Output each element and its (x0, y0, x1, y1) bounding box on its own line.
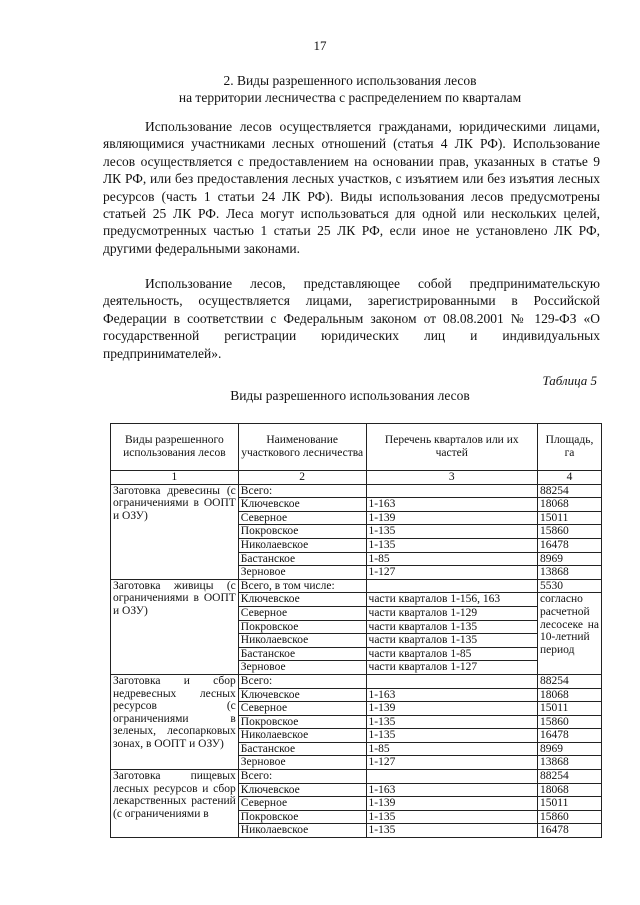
forestry-cell: Ключевское (238, 593, 366, 607)
forestry-cell: Ключевское (238, 498, 366, 512)
quarters-cell: части кварталов 1-127 (366, 661, 537, 675)
area-cell: 18068 (538, 688, 602, 702)
quarters-cell (366, 674, 537, 688)
header-use-type: Виды разрешенного использования лесов (111, 424, 239, 471)
table-row (111, 484, 602, 498)
section-title-line-1: 2. Виды разрешенного использования лесов (223, 73, 477, 88)
section-title-line-2: на территории лесничества с распределением по кварталам (178, 90, 522, 105)
area-cell: 16478 (538, 538, 602, 552)
area-cell: 15860 (538, 525, 602, 539)
col-number-1: 1 (111, 471, 239, 485)
table-row (111, 770, 602, 784)
forestry-cell: Ключевское (238, 783, 366, 797)
paragraph-1-text: Использование лесов осуществляется гражданами, юридическими лицами, являющимися участниками лесных отношений (статья 4 ЛК РФ). Использование лесов осуществляется с предоставлением на основании прав, указанных в статье 9 ЛК РФ, или без предоставления лесных участков, с изъятием или без изъятия лесных ресурсов (часть 1 статьи 24 ЛК РФ). Виды использования лесов предусмотрены статьей 25 ЛК РФ. Леса могут использоваться для одной или нескольких целей, предусмотренных частью 1 статьи 25 ЛК РФ, если иное не установлено ЛК РФ, другими федеральными законами. (103, 119, 600, 256)
area-cell: 88254 (538, 770, 602, 784)
forestry-cell: Николаевское (238, 634, 366, 648)
area-cell: 88254 (538, 484, 602, 498)
forestry-cell: Николаевское (238, 729, 366, 743)
paragraph-2-text: Использование лесов, представляющее собой предпринимательскую деятельность, осуществляется лицами, зарегистрированными в Российской Федерации в соответствии с Федеральным законом от 08.08.2001 № 129-ФЗ «О государственной регистрации юридических лиц и индивидуальных предпринимателей». (103, 276, 600, 361)
table-label: Таблица 5 (542, 373, 597, 388)
quarters-cell: 1-163 (366, 498, 537, 512)
area-cell: 13868 (538, 756, 602, 770)
table-caption: Виды разрешенного использования лесов (230, 388, 470, 403)
quarters-cell: части кварталов 1-156, 163 (366, 593, 537, 607)
forestry-cell: Покровское (238, 810, 366, 824)
forestry-cell: Покровское (238, 525, 366, 539)
quarters-cell: части кварталов 1-135 (366, 634, 537, 648)
paragraph-1 (103, 118, 600, 257)
quarters-cell: 1-135 (366, 824, 537, 838)
forestry-cell: Николаевское (238, 824, 366, 838)
col-number-3: 3 (366, 471, 537, 485)
use-type-cell: Заготовка древесины (с ограничениями в ООПТ и ОЗУ) (111, 484, 239, 579)
quarters-cell (366, 484, 537, 498)
col-number-4: 4 (538, 471, 602, 485)
forestry-cell: Николаевское (238, 538, 366, 552)
header-quarters: Перечень кварталов или их частей (366, 424, 537, 471)
forestry-cell: Покровское (238, 715, 366, 729)
paragraph-2 (103, 275, 600, 362)
land-use-table (110, 423, 602, 838)
quarters-cell: 1-127 (366, 566, 537, 580)
use-type-cell: Заготовка пищевых лесных ресурсов и сбор лекарственных растений (с ограничениями в (111, 770, 239, 838)
forestry-cell: Северное (238, 511, 366, 525)
area-cell: 8969 (538, 742, 602, 756)
table-header-row (111, 424, 602, 471)
area-cell: 15860 (538, 715, 602, 729)
area-cell: 16478 (538, 824, 602, 838)
area-cell: 15011 (538, 797, 602, 811)
forestry-cell: Ключевское (238, 688, 366, 702)
area-cell: 88254 (538, 674, 602, 688)
quarters-cell: части кварталов 1-135 (366, 620, 537, 634)
forestry-cell: Бастанское (238, 552, 366, 566)
quarters-cell: части кварталов 1-129 (366, 606, 537, 620)
quarters-cell: 1-139 (366, 797, 537, 811)
quarters-cell: 1-135 (366, 525, 537, 539)
area-cell: 18068 (538, 783, 602, 797)
header-area: Площадь, га (538, 424, 602, 471)
area-cell: 18068 (538, 498, 602, 512)
table-body (111, 484, 602, 837)
forestry-cell: Бастанское (238, 647, 366, 661)
quarters-cell: 1-163 (366, 783, 537, 797)
use-type-cell: Заготовка и сбор недревесных лесных ресурсов (с ограничениями в зеленых, лесопарковых зонах, в ООПТ и ОЗУ) (111, 674, 239, 769)
quarters-cell: 1-135 (366, 715, 537, 729)
col-number-2: 2 (238, 471, 366, 485)
forestry-cell: Покровское (238, 620, 366, 634)
forestry-cell: Зерновое (238, 661, 366, 675)
quarters-cell: 1-139 (366, 702, 537, 716)
forestry-cell: Всего: (238, 484, 366, 498)
quarters-cell (366, 579, 537, 593)
quarters-cell: 1-139 (366, 511, 537, 525)
quarters-cell: 1-85 (366, 742, 537, 756)
forestry-cell: Зерновое (238, 756, 366, 770)
quarters-cell: 1-135 (366, 810, 537, 824)
forestry-cell: Северное (238, 606, 366, 620)
quarters-cell (366, 770, 537, 784)
quarters-cell: 1-85 (366, 552, 537, 566)
forestry-cell: Всего, в том числе: (238, 579, 366, 593)
quarters-cell: части кварталов 1-85 (366, 647, 537, 661)
quarters-cell: 1-135 (366, 538, 537, 552)
table-row (111, 579, 602, 593)
area-cell: 15011 (538, 702, 602, 716)
header-forestry: Наименование участкового лесничества (238, 424, 366, 471)
forestry-cell: Всего: (238, 674, 366, 688)
table-row (111, 674, 602, 688)
area-cell: 8969 (538, 552, 602, 566)
page-number: 17 (313, 38, 327, 53)
area-cell: 15011 (538, 511, 602, 525)
quarters-cell: 1-163 (366, 688, 537, 702)
area-note-cell: согласно расчетной лесосеке на 10-летний период (538, 593, 602, 675)
area-cell: 5530 (538, 579, 602, 593)
area-cell: 15860 (538, 810, 602, 824)
table-column-numbers (111, 471, 602, 485)
forestry-cell: Северное (238, 797, 366, 811)
forestry-cell: Северное (238, 702, 366, 716)
area-cell: 13868 (538, 566, 602, 580)
use-type-cell: Заготовка живицы (с ограничениями в ООПТ и ОЗУ) (111, 579, 239, 674)
quarters-cell: 1-135 (366, 729, 537, 743)
area-cell: 16478 (538, 729, 602, 743)
forestry-cell: Зерновое (238, 566, 366, 580)
quarters-cell: 1-127 (366, 756, 537, 770)
section-title (100, 72, 600, 106)
forestry-cell: Всего: (238, 770, 366, 784)
forestry-cell: Бастанское (238, 742, 366, 756)
